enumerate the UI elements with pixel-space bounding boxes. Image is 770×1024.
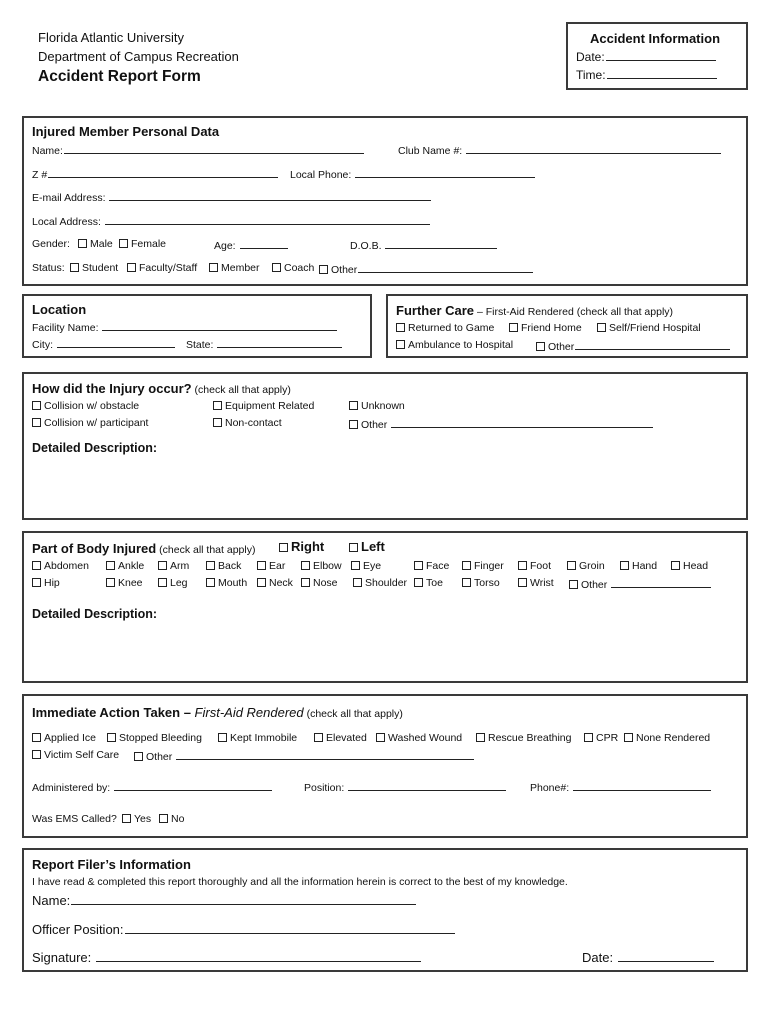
body-elbow-checkbox[interactable]: Elbow — [301, 560, 342, 572]
facility-name-field[interactable]: Facility Name: — [32, 320, 337, 334]
local-address-field[interactable]: Local Address: — [32, 214, 430, 228]
action-none-checkbox[interactable]: None Rendered — [624, 732, 710, 744]
care-other-checkbox[interactable]: Other — [536, 339, 730, 353]
body-foot-checkbox[interactable]: Foot — [518, 560, 551, 572]
status-faculty-checkbox[interactable]: Faculty/Staff — [127, 262, 197, 274]
body-shoulder-checkbox[interactable]: Shoulder — [353, 577, 407, 589]
right-checkbox[interactable]: Right — [279, 539, 324, 554]
cause-unknown-checkbox[interactable]: Unknown — [349, 400, 405, 412]
state-field[interactable]: State: — [186, 337, 342, 351]
body-eye-checkbox[interactable]: Eye — [351, 560, 381, 572]
body-ear-checkbox[interactable]: Ear — [257, 560, 285, 572]
filer-date-field[interactable]: Date: — [582, 949, 714, 965]
cause-noncontact-checkbox[interactable]: Non-contact — [213, 417, 282, 429]
body-toe-checkbox[interactable]: Toe — [414, 577, 443, 589]
action-title: Immediate Action Taken – First-Aid Rendered (check all that apply) — [32, 705, 403, 720]
injury-cause-title: How did the Injury occur? (check all that apply) — [32, 381, 291, 396]
university-name: Florida Atlantic University — [38, 30, 184, 45]
signature-field[interactable]: Signature: — [32, 949, 421, 965]
body-part-section — [22, 531, 748, 683]
body-head-checkbox[interactable]: Head — [671, 560, 708, 572]
left-checkbox[interactable]: Left — [349, 539, 385, 554]
accident-date-field[interactable]: Date: — [576, 50, 716, 64]
body-leg-checkbox[interactable]: Leg — [158, 577, 188, 589]
action-rescue-breathing-checkbox[interactable]: Rescue Breathing — [476, 732, 571, 744]
body-face-checkbox[interactable]: Face — [414, 560, 449, 572]
phone-field[interactable]: Phone#: — [530, 780, 711, 794]
status-label: Status: — [32, 262, 65, 274]
personal-data-section — [22, 116, 748, 286]
action-ice-checkbox[interactable]: Applied Ice — [32, 732, 96, 744]
gender-female-checkbox[interactable]: Female — [119, 238, 166, 250]
z-number-field[interactable]: Z # — [32, 167, 278, 181]
form-title: Accident Report Form — [38, 68, 201, 85]
accident-info-box — [566, 22, 748, 90]
cause-obstacle-checkbox[interactable]: Collision w/ obstacle — [32, 400, 139, 412]
position-field[interactable]: Position: — [304, 780, 506, 794]
gender-male-checkbox[interactable]: Male — [78, 238, 113, 250]
body-neck-checkbox[interactable]: Neck — [257, 577, 293, 589]
action-elevated-checkbox[interactable]: Elevated — [314, 732, 367, 744]
body-abdomen-checkbox[interactable]: Abdomen — [32, 560, 89, 572]
status-member-checkbox[interactable]: Member — [209, 262, 260, 274]
body-part-title: Part of Body Injured (check all that apply) — [32, 541, 256, 556]
injury-description-label: Detailed Description: — [32, 441, 158, 455]
cause-participant-checkbox[interactable]: Collision w/ participant — [32, 417, 148, 429]
body-description-field[interactable] — [32, 627, 732, 673]
local-phone-field[interactable]: Local Phone: — [290, 167, 535, 181]
care-ambulance-checkbox[interactable]: Ambulance to Hospital — [396, 339, 513, 351]
gender-label: Gender: — [32, 238, 70, 250]
action-other-checkbox[interactable]: Other — [134, 749, 474, 763]
body-finger-checkbox[interactable]: Finger — [462, 560, 504, 572]
further-care-title: Further Care – First-Aid Rendered (check all that apply) — [396, 303, 674, 318]
ems-no-checkbox[interactable]: No — [159, 813, 184, 825]
further-care-section — [386, 294, 748, 358]
care-friend-home-checkbox[interactable]: Friend Home — [509, 322, 582, 334]
age-field[interactable]: Age: — [214, 238, 288, 252]
accident-info-title: Accident Information — [590, 31, 721, 46]
body-ankle-checkbox[interactable]: Ankle — [106, 560, 144, 572]
status-other-checkbox[interactable]: Other — [319, 262, 533, 276]
action-cpr-checkbox[interactable]: CPR — [584, 732, 618, 744]
personal-data-title: Injured Member Personal Data — [32, 124, 220, 139]
body-back-checkbox[interactable]: Back — [206, 560, 241, 572]
officer-position-field[interactable]: Officer Position: — [32, 921, 455, 937]
dob-field[interactable]: D.O.B. — [350, 238, 497, 252]
body-other-checkbox[interactable]: Other — [569, 577, 711, 591]
care-hospital-checkbox[interactable]: Self/Friend Hospital — [597, 322, 701, 334]
location-title: Location — [32, 302, 87, 317]
action-self-care-checkbox[interactable]: Victim Self Care — [32, 749, 119, 761]
administered-by-field[interactable]: Administered by: — [32, 780, 272, 794]
action-washed-checkbox[interactable]: Washed Wound — [376, 732, 462, 744]
body-groin-checkbox[interactable]: Groin — [567, 560, 605, 572]
ems-yes-checkbox[interactable]: Yes — [122, 813, 151, 825]
filer-name-field[interactable]: Name: — [32, 892, 416, 908]
city-field[interactable]: City: — [32, 337, 175, 351]
injury-cause-section — [22, 372, 748, 520]
location-section — [22, 294, 372, 358]
filer-title: Report Filer’s Information — [32, 857, 191, 872]
filer-section — [22, 848, 748, 972]
action-immobile-checkbox[interactable]: Kept Immobile — [218, 732, 297, 744]
body-torso-checkbox[interactable]: Torso — [462, 577, 500, 589]
care-returned-checkbox[interactable]: Returned to Game — [396, 322, 494, 334]
status-student-checkbox[interactable]: Student — [70, 262, 118, 274]
injury-description-field[interactable] — [32, 460, 732, 510]
accident-time-field[interactable]: Time: — [576, 68, 717, 82]
club-name-field[interactable]: Club Name #: — [398, 143, 721, 157]
name-field[interactable]: Name: — [32, 143, 364, 157]
cause-equipment-checkbox[interactable]: Equipment Related — [213, 400, 314, 412]
body-wrist-checkbox[interactable]: Wrist — [518, 577, 554, 589]
body-hip-checkbox[interactable]: Hip — [32, 577, 60, 589]
email-field[interactable]: E-mail Address: — [32, 190, 431, 204]
body-arm-checkbox[interactable]: Arm — [158, 560, 189, 572]
filer-statement: I have read & completed this report thoroughly and all the information herein is correct to the best of my knowledge. — [32, 876, 568, 888]
body-nose-checkbox[interactable]: Nose — [301, 577, 338, 589]
body-hand-checkbox[interactable]: Hand — [620, 560, 657, 572]
body-knee-checkbox[interactable]: Knee — [106, 577, 143, 589]
action-bleeding-checkbox[interactable]: Stopped Bleeding — [107, 732, 202, 744]
status-coach-checkbox[interactable]: Coach — [272, 262, 314, 274]
department-name: Department of Campus Recreation — [38, 49, 239, 64]
body-mouth-checkbox[interactable]: Mouth — [206, 577, 247, 589]
ems-label: Was EMS Called? — [32, 813, 117, 825]
body-description-label: Detailed Description: — [32, 607, 158, 621]
cause-other-checkbox[interactable]: Other — [349, 417, 653, 431]
action-section — [22, 694, 748, 838]
